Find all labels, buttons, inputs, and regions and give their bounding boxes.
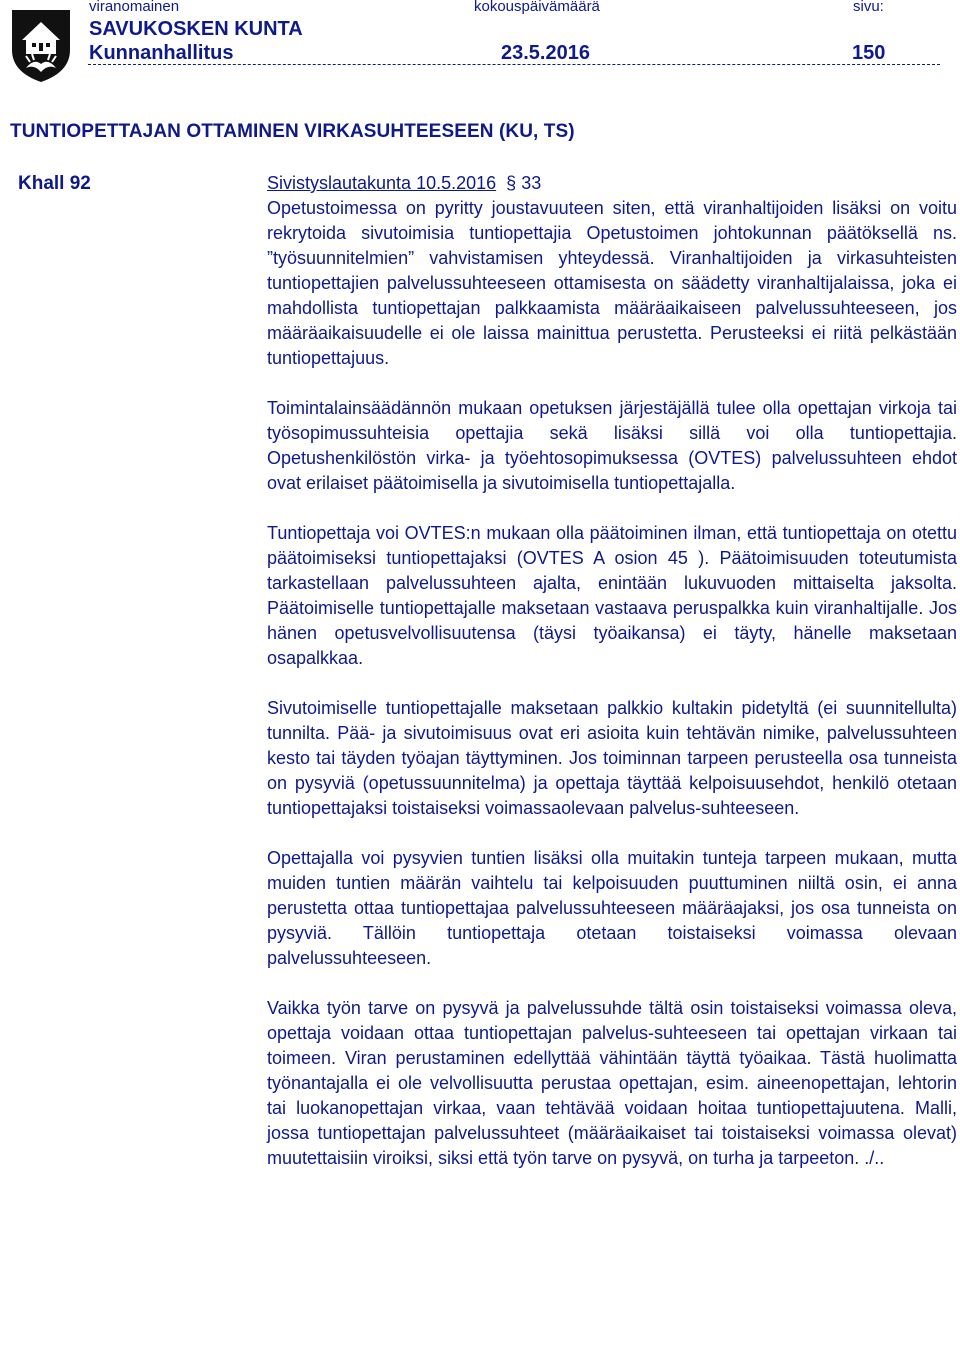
document-body	[267, 196, 957, 1171]
paragraph-6: Vaikka työn tarve on pysyvä ja palvelussuhde tältä osin toistaiseksi voimassa oleva, opettaja voidaan ottaa tuntiopettajan palvelus-suhteeseen tai opettajan virkaan tai toimeen. Viran perustaminen edellyttää vähintään täyttä työaikaa. Tästä huolimatta työnantajalla ei ole velvollisuutta perustaa opettajan, esim. aineenopettajan, lehtorin tai luokanopettajan virkaa, vaan tehtävää voidaan hoitaa tuntiopettajuutena. Malli, jossa tuntiopettajan palvelussuhteet (määräaikaiset tai toistaiseksi voimassa olevat) muutettaisiin viroiksi, siksi että työn tarve on pysyvä, on turha ja tarpeeton. ./..	[267, 998, 957, 1168]
page-label: sivu:	[853, 0, 884, 15]
paragraph-4: Sivutoimiselle tuntiopettajalle maksetaan palkkio kultakin pidetyltä (ei suunnitellulta) tunnilta. Pää- ja sivutoimisuus ovat eri asioita kuin tehtävän nimike, palvelussuhteen kesto tai täyden työajan täyttyminen. Jos toiminnan tarpeen perusteella osa tunneista on pysyviä (opetussuunnitelma) ja opettaja täyttää kelpoisuusehdot, henkilö otetaan tuntiopettajaksi toistaiseksi voimassaolevaan palvelus-suhteeseen.	[267, 698, 957, 818]
section-meta	[267, 173, 541, 194]
section-sign-icon: §	[501, 173, 522, 193]
header-divider	[88, 64, 940, 65]
authority-label: viranomainen	[89, 0, 180, 15]
paragraph-5: Opettajalla voi pysyvien tuntien lisäksi olla muitakin tunteja tarpeen mukaan, mutta muiden tuntien määrän vaihtelu tai kelpoisuuden puuttuminen niiltä osin, ei anna perustetta ottaa tuntiopettajaa palvelussuhteeseen määräajaksi, jos osa tunneista on pysyviä. Tällöin tuntiopettaja otetaan toistaiseksi voimassa olevaan palvelussuhteeseen.	[267, 848, 957, 968]
paragraph-2: Toimintalainsäädännön mukaan opetuksen järjestäjällä tulee olla opettajan virkoja tai työsopimussuhteisia opettajia sekä lisäksi sillä voi olla tuntiopettajia. Opetushenkilöstön virka- ja työehtosopimuksessa (OVTES) palvelussuhteen ehdot ovat erilaiset päätoimisella ja sivutoimisella tuntiopettajalla.	[267, 398, 957, 493]
paragraph-1: Opetustoimessa on pyritty joustavuuteen siten, että viranhaltijoiden lisäksi on voitu rekrytoida sivutoimisia tuntiopettajia Opetustoimen johtokunnan päätöksellä ns. ”työsuunnitelmien” vahvistamisen yhteydessä. Viranhaltijoiden ja virkasuhteisten tuntiopettajien palvelussuhteeseen ottamisesta on säädetty viranhaltijalaissa, joka ei mahdollista tuntiopettajan palkkaamista määräaikaiseen palvelussuhteeseen, jos määräaikaisuudelle ei ole laissa mainittua perustetta. Perusteeksi ei riitä pelkästään tuntiopettajuus.	[267, 198, 957, 368]
paragraph-3: Tuntiopettaja voi OVTES:n mukaan olla päätoiminen ilman, että tuntiopettaja on otettu päätoimiseksi tuntiopettajaksi (OVTES A osion 45 ). Päätoimisuuden toteutumista tarkastellaan palvelussuhteen ajalta, enintään lukuvuoden mittaiselta jaksolta. Päätoimiselle tuntiopettajalle maksetaan vastaava peruspalkka kuin viranhaltijalle. Jos hänen opetusvelvollisuutensa (täysi työaikansa) ei täyty, hänelle maksetaan osapalkkaa.	[267, 523, 957, 668]
municipality-crest-icon	[8, 6, 74, 84]
meeting-date: 23.5.2016	[501, 42, 590, 64]
paragraph-number: 33	[521, 173, 542, 193]
page-number: 150	[852, 42, 886, 64]
document-title: TUNTIOPETTAJAN OTTAMINEN VIRKASUHTEESEEN (KU, TS)	[10, 121, 575, 142]
organ-name: Kunnanhallitus	[89, 42, 234, 64]
khall-reference: Khall 92	[18, 173, 91, 194]
board-reference: Sivistyslautakunta 10.5.2016	[267, 173, 497, 193]
meeting-date-label: kokouspäivämäärä	[474, 0, 600, 15]
organization-name: SAVUKOSKEN KUNTA	[89, 18, 303, 40]
